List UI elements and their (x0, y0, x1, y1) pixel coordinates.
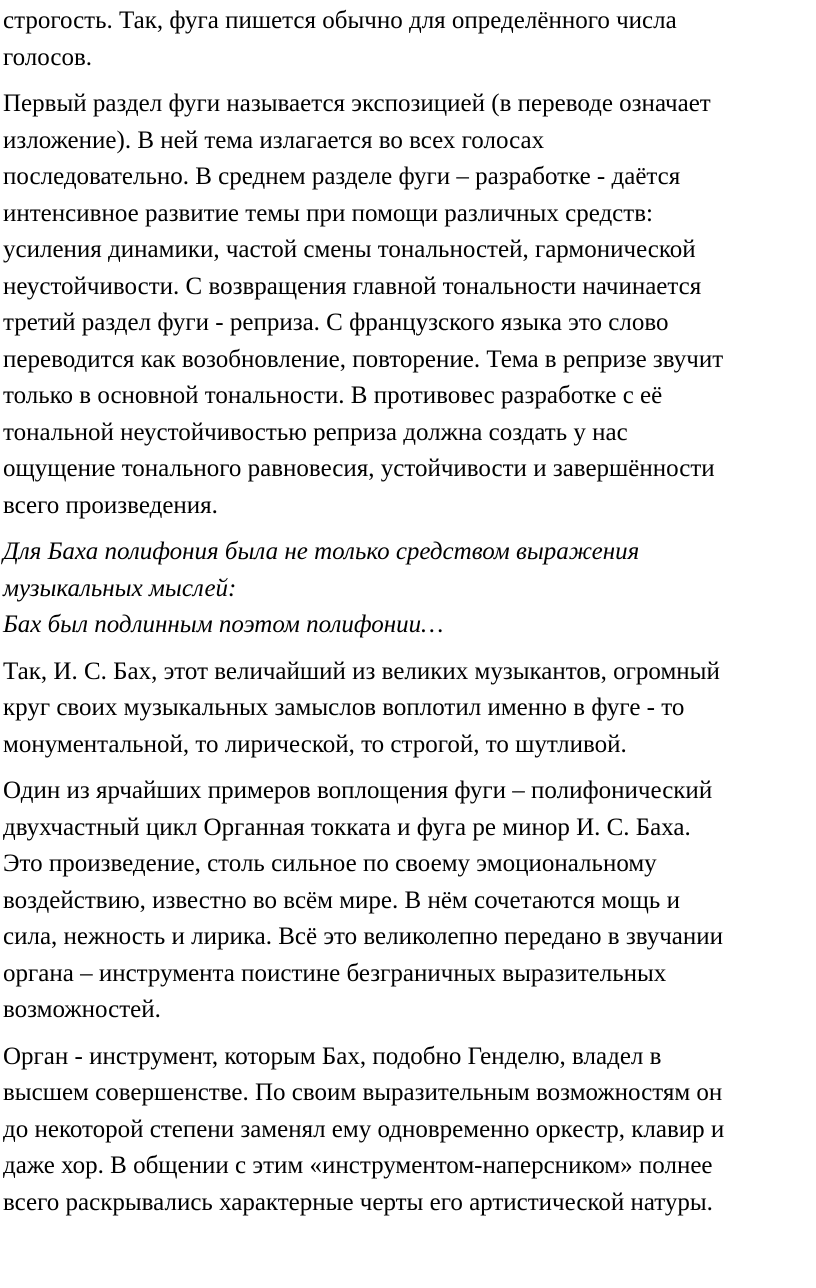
text-line: неустойчивости. С возвращения главной тональности начинается (3, 272, 702, 300)
text-line: строгость. Так, фуга пишется обычно для определённого числа (3, 7, 677, 34)
paragraph-4 (3, 654, 816, 764)
text-line: монументальной, то лирической, то строгой, то шутливой. (3, 730, 627, 758)
text-line: Первый раздел фуги называется экспозицией (в переводе означает (3, 90, 711, 117)
text-line: всего раскрывались характерные черты его артистической натуры. (3, 1188, 713, 1216)
text-line: последовательно. В среднем разделе фуги – разработке - даётся (3, 163, 681, 190)
text-line: усиления динамики, частой смены тональностей, гармонической (3, 236, 696, 263)
text-line: интенсивное развитие темы при помощи различных средств: (3, 199, 653, 227)
text-line: даже хор. В общении с этим «инструментом-наперсником» полнее (3, 1152, 713, 1179)
text-line: сила, нежность и лирика. Всё это великолепно передано в звучании (3, 923, 723, 950)
paragraph-2 (3, 86, 816, 524)
text-line: Так, И. С. Бах, этот величайший из великих музыкантов, огромный (3, 657, 720, 685)
text-line: двухчастный цикл Органная токката и фуга ре минор И. С. Баха. (3, 813, 691, 841)
paragraph-5 (3, 773, 816, 1029)
text-line: до некоторой степени заменял ему одновременно оркестр, клавир и (3, 1115, 725, 1143)
text-line: воздействию, известно во всём мире. В нём сочетаются мощь и (3, 886, 680, 914)
text-line: изложение). В ней тема излагается во всех голосах (3, 126, 545, 154)
text-line: всего произведения. (3, 491, 218, 519)
text-line: только в основной тональности. В противовес разработке с её (3, 382, 663, 409)
text-line: Это произведение, столь сильное по своему эмоциональному (3, 850, 657, 877)
text-line: музыкальных мыслей: (3, 574, 237, 602)
text-line: тональной неустойчивостью реприза должна создать у нас (3, 418, 628, 446)
text-line: Бах был подлинным поэтом полифонии… (3, 611, 444, 638)
paragraph-1 (3, 3, 816, 76)
text-line: переводится как возобновление, повторение. Тема в репризе звучит (3, 345, 724, 373)
paragraph-6 (3, 1039, 816, 1222)
text-line: возможностей. (3, 996, 161, 1023)
text-line: голосов. (3, 43, 93, 71)
text-line: круг своих музыкальных замыслов воплотил именно в фуге - то (3, 694, 685, 721)
text-line: высшем совершенстве. По своим выразительным возможностям он (3, 1079, 723, 1106)
text-line: органа – инструмента поистине безграничных выразительных (3, 959, 667, 987)
text-line: Один из ярчайших примеров воплощения фуги – полифонический (3, 777, 713, 804)
text-line: Орган - инструмент, которым Бах, подобно Генделю, владел в (3, 1042, 662, 1070)
text-line: третий раздел фуги - реприза. С французского языка это слово (3, 309, 669, 336)
text-line: Для Баха полифония была не только средством выражения (3, 538, 640, 565)
quote-paragraph (3, 534, 816, 644)
text-line: ощущение тонального равновесия, устойчивости и завершённости (3, 455, 715, 482)
